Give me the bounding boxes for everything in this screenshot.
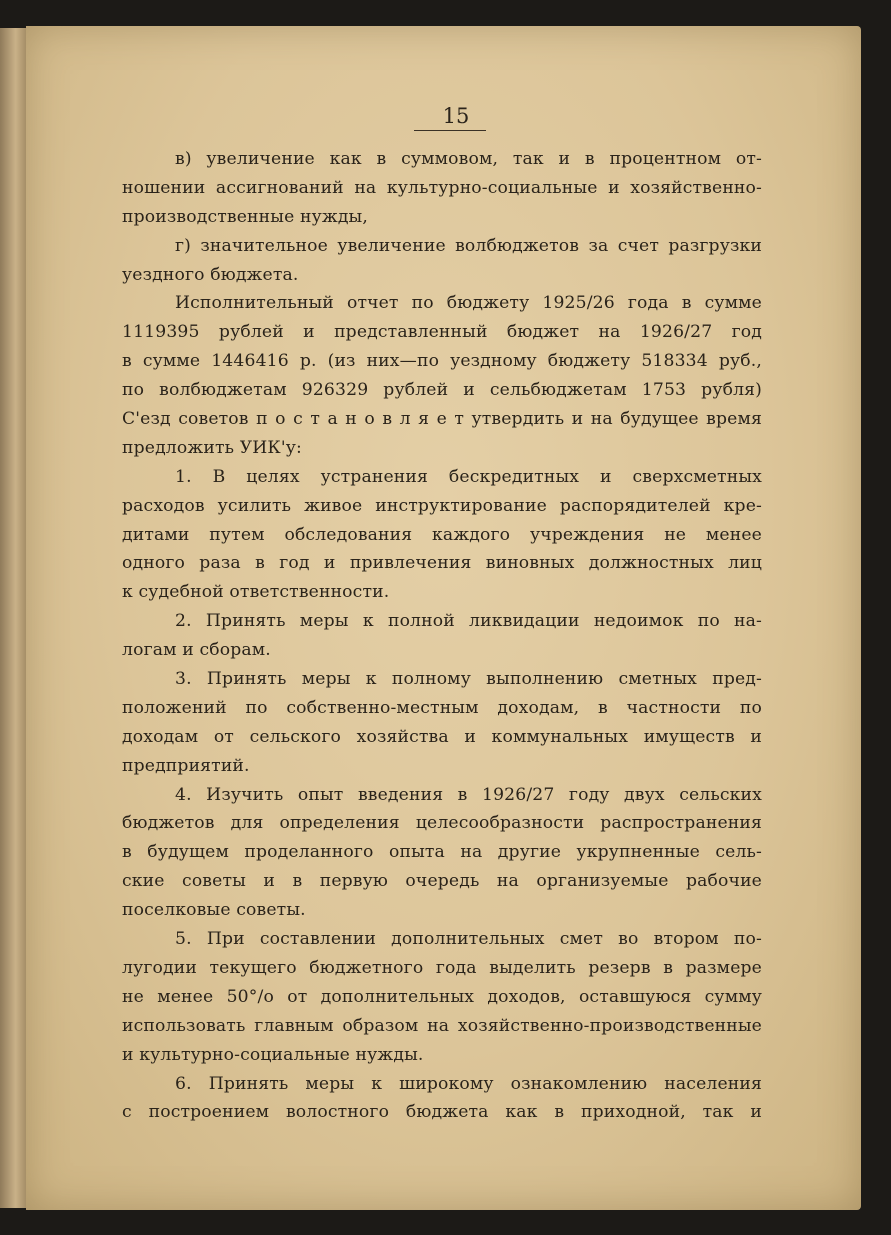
text-line: положений по собственно-местным доходам, в частности по <box>122 697 762 718</box>
text-line: и культурно-социальные нужды. <box>122 1044 424 1065</box>
text-line: ские советы и в первую очередь на организуемые рабочие <box>122 871 762 892</box>
page-number-rule <box>414 130 486 131</box>
text-line: с построением волостного бюджета как в приходной, так и <box>122 1102 762 1123</box>
book-page <box>26 26 861 1210</box>
text-line: 5. При составлении дополнительных смет во втором по- <box>175 929 762 950</box>
text-line: расходов усилить живое инструктирование распорядителей кре- <box>122 495 762 516</box>
text-line: Исполнительный отчет по бюджету 1925/26 года в сумме <box>175 293 762 314</box>
text-line: предложить УИК'у: <box>122 437 302 458</box>
text-line: г) значительное увеличение волбюджетов за счет разгрузки <box>175 235 762 256</box>
text-line: 6. Принять меры к широкому ознакомлению населения <box>175 1073 762 1094</box>
text-line: уездного бюджета. <box>122 264 299 285</box>
body-text <box>122 145 762 1127</box>
text-line: одного раза в год и привлечения виновных должностных лиц <box>122 553 762 574</box>
text-line: не менее 50°/о от дополнительных доходов, оставшуюся сумму <box>122 986 762 1007</box>
text-line: 4. Изучить опыт введения в 1926/27 году двух сельских <box>175 784 762 805</box>
text-line: поселковые советы. <box>122 900 306 921</box>
text-line: в сумме 1446416 р. (из них—по уездному бюджету 518334 руб., <box>122 351 762 372</box>
text-line: бюджетов для определения целесообразности распространения <box>122 813 762 834</box>
text-line: доходам от сельского хозяйства и коммунальных имуществ и <box>122 726 762 747</box>
page-number: 15 <box>442 104 470 128</box>
text-line: ношении ассигнований на культурно-социальные и хозяйственно- <box>122 177 762 198</box>
text-line: использовать главным образом на хозяйственно-производственные <box>122 1015 762 1036</box>
text-line: производственные нужды, <box>122 206 369 227</box>
text-line: дитами путем обследования каждого учреждения не менее <box>122 524 762 545</box>
text-line: 2. Принять меры к полной ликвидации недоимок по на- <box>175 611 762 632</box>
text-line: в будущем проделанного опыта на другие укрупненные сель- <box>122 842 762 863</box>
previous-page-edge <box>0 28 28 1208</box>
text-line: к судебной ответственности. <box>122 582 390 603</box>
text-line: лугодии текущего бюджетного года выделить резерв в размере <box>122 957 762 978</box>
text-line: предприятий. <box>122 755 250 776</box>
text-line: по волбюджетам 926329 рублей и сельбюджетам 1753 рубля) <box>122 380 762 401</box>
text-line: в) увеличение как в суммовом, так и в процентном от- <box>175 149 762 169</box>
text-line: 3. Принять меры к полному выполнению сметных пред- <box>175 669 762 690</box>
text-line: логам и сборам. <box>122 640 271 661</box>
text-line: 1. В целях устранения бескредитных и сверхсметных <box>175 466 762 487</box>
text-line: С'езд советов п о с т а н о в л я е т утвердить и на будущее время <box>122 409 762 430</box>
text-line: 1119395 рублей и представленный бюджет на 1926/27 год <box>122 322 762 343</box>
